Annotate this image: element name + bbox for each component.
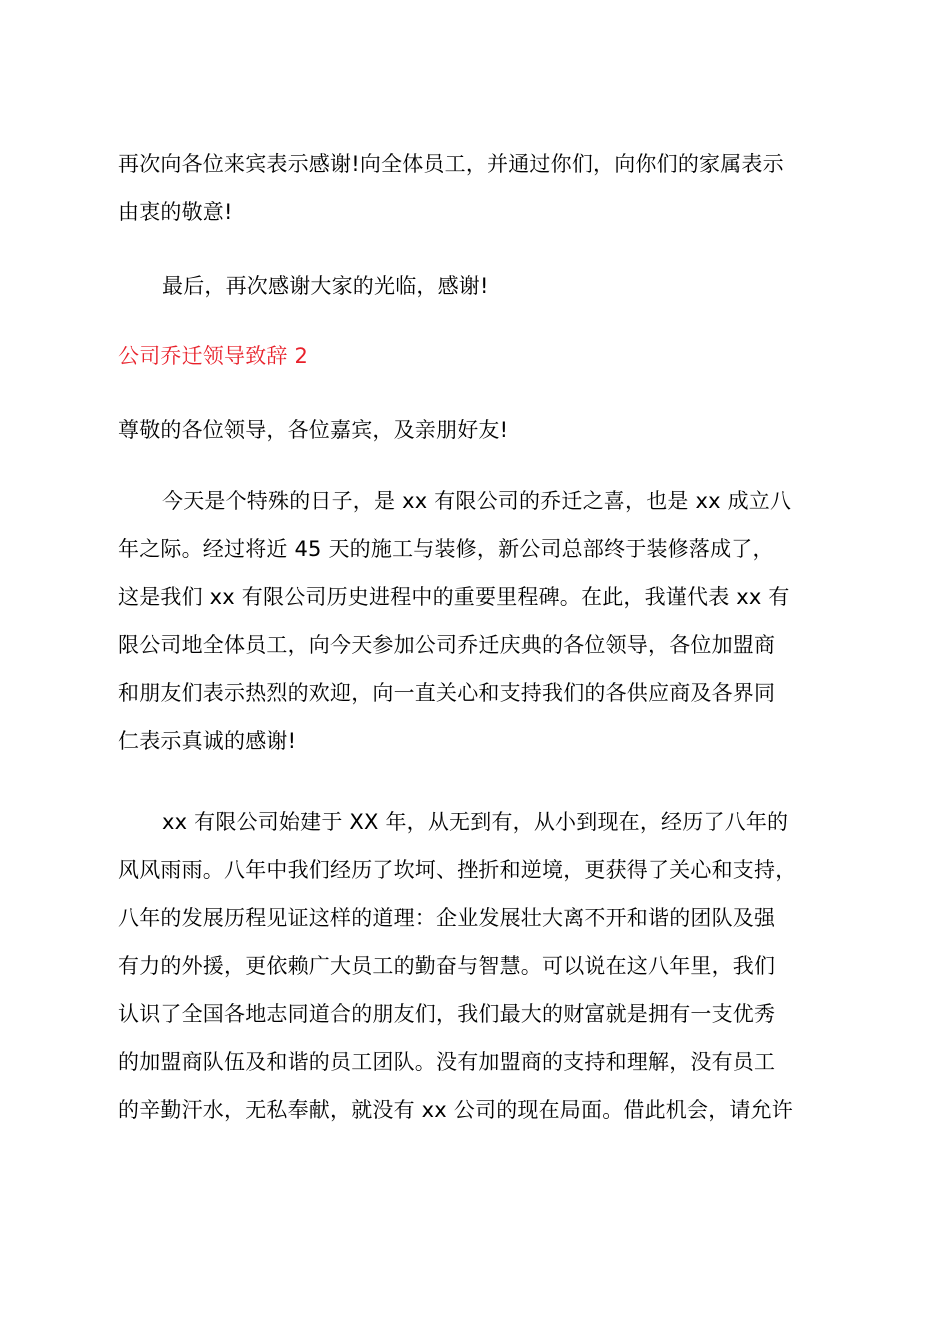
text-line: 再次向各位来宾表示感谢!向全体员工，并通过你们，向你们的家属表示 [118, 152, 784, 176]
text-line: 和朋友们表示热烈的欢迎，向一直关心和支持我们的各供应商及各界同 [118, 681, 776, 705]
text-line: 有力的外援，更依赖广大员工的勤奋与智慧。可以说在这八年里，我们 [118, 954, 776, 978]
greeting-paragraph [118, 406, 832, 454]
text-line: 由衷的敬意! [118, 200, 233, 224]
text-line: 的辛勤汗水，无私奉献，就没有 xx 公司的现在局面。借此机会，请允许 [118, 1098, 794, 1122]
section-heading [118, 332, 832, 380]
text-line: 这是我们 xx 有限公司历史进程中的重要里程碑。在此，我谨代表 xx 有 [118, 585, 790, 609]
text-line: 风风雨雨。八年中我们经历了坎坷、挫折和逆境，更获得了关心和支持， [118, 858, 797, 882]
text-line: 限公司地全体员工，向今天参加公司乔迁庆典的各位领导，各位加盟商 [118, 633, 776, 657]
closing-thanks-paragraph [118, 140, 832, 236]
text-line: 的加盟商队伍及和谐的员工团队。没有加盟商的支持和理解，没有员工 [118, 1050, 776, 1074]
heading-text: 公司乔迁领导致辞 2 [118, 344, 309, 368]
text-line: 今天是个特殊的日子，是 xx 有限公司的乔迁之喜，也是 xx 成立八 [162, 489, 792, 513]
text-line: 仁表示真诚的感谢! [118, 729, 297, 753]
text-line: 认识了全国各地志同道合的朋友们，我们最大的财富就是拥有一支优秀 [118, 1002, 776, 1026]
history-paragraph [118, 798, 832, 1134]
text-line: 年之际。经过将近 45 天的施工与装修，新公司总部终于装修落成了， [118, 537, 774, 561]
text-line: 八年的发展历程见证这样的道理：企业发展壮大离不开和谐的团队及强 [118, 906, 776, 930]
final-thanks-paragraph [118, 262, 832, 310]
opening-paragraph [118, 477, 832, 765]
text-line: 尊敬的各位领导，各位嘉宾，及亲朋好友! [118, 418, 509, 442]
text-line: xx 有限公司始建于 XX 年，从无到有，从小到现在，经历了八年的 [162, 810, 789, 834]
text-line: 最后，再次感谢大家的光临，感谢! [162, 274, 489, 298]
